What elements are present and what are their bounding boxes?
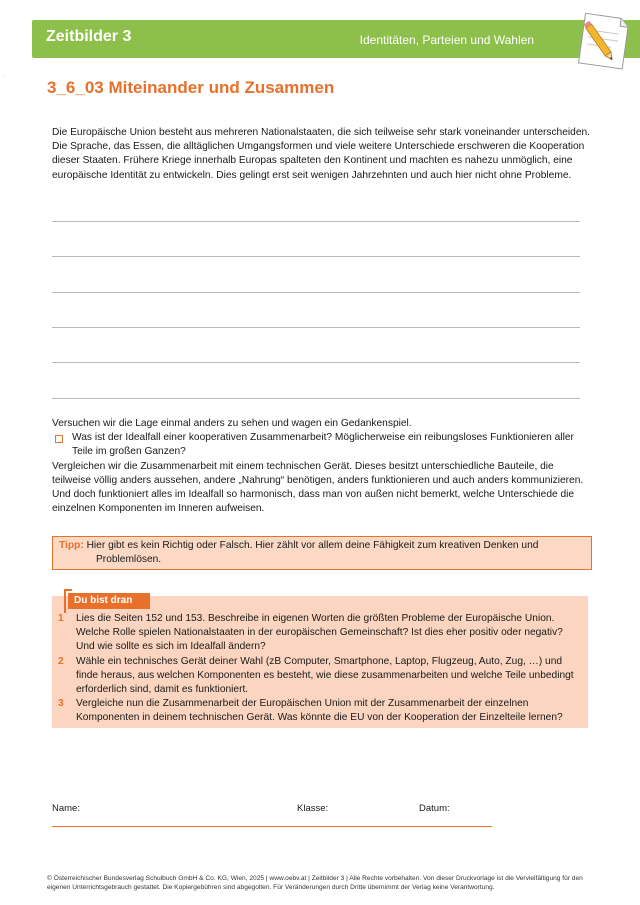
page-header bbox=[0, 0, 640, 80]
writing-line[interactable] bbox=[52, 362, 580, 363]
writing-line[interactable] bbox=[52, 221, 580, 222]
tip-text-line1: Hier gibt es kein Richtig oder Falsch. Hier zählt vor allem deine Fähigkeit zum kreativen Denken und bbox=[86, 540, 539, 551]
worksheet-title: 3_6_03 Miteinander und Zusammen bbox=[47, 78, 335, 97]
tip-box bbox=[52, 536, 592, 570]
worksheet-pencil-icon bbox=[572, 10, 634, 70]
thought-intro: Versuchen wir die Lage einmal anders zu sehen und wagen ein Gedankenspiel. bbox=[52, 418, 412, 429]
thought-experiment bbox=[52, 417, 592, 516]
comparison-paragraph: Vergleichen wir die Zusammenarbeit mit einem technischen Gerät. Dieses besitzt unterschiedliche Bauteile, die teilweise völlig anders aussehen, andere „Nahrung“ benötigen, anders funktionieren und auch anders kommunizieren. Und doch funktioniert alles im Idealfall so harmonisch, dass man von außen nicht bemerkt, welche Unterschiede die einzelnen Komponenten im Inneren aufweisen. bbox=[52, 460, 584, 515]
intro-paragraph: Die Europäische Union besteht aus mehreren Nationalstaaten, die sich teilweise sehr stark voneinander unterscheiden. Die Sprache, das Essen, die alltäglichen Umgangsformen und viele weitere Unterschiede erschweren die Kooperation dieser Staaten. Frühere Kriege innerhalb Europas spalteten den Kontinent und machten es nahezu unmöglich, eine europäische Identität zu entwickeln. Dies gelingt erst seit wenigen Jahrzehnten und auch hier nicht ohne Probleme. bbox=[52, 127, 590, 181]
writing-line[interactable] bbox=[52, 256, 580, 257]
checkbox-icon bbox=[55, 435, 63, 443]
date-label: Datum: bbox=[419, 803, 450, 814]
task-list bbox=[56, 612, 582, 726]
task-item bbox=[56, 612, 582, 655]
name-label: Name: bbox=[52, 803, 80, 814]
task-text: Vergleiche nun die Zusammenarbeit der Europäischen Union mit der Zusammenarbeit der einzelnen Komponenten in deinem technischen Gerät. Was könnte die EU von der Kooperation der Einzelteile lernen? bbox=[76, 698, 563, 724]
brand-title: Zeitbilder 3 bbox=[46, 28, 132, 45]
writing-line[interactable] bbox=[52, 398, 580, 399]
task-heading: Du bist dran bbox=[68, 593, 150, 609]
margin-mark: · bbox=[3, 73, 5, 79]
chapter-topic: Identitäten, Parteien und Wahlen bbox=[359, 33, 534, 47]
task-number: 2 bbox=[58, 655, 64, 667]
student-info-line[interactable] bbox=[52, 826, 492, 827]
tip-text-line2: Problemlösen. bbox=[96, 554, 162, 565]
task-number: 3 bbox=[58, 698, 64, 710]
question-item bbox=[52, 431, 592, 459]
task-item bbox=[56, 697, 582, 725]
class-label: Klasse: bbox=[297, 803, 329, 814]
tip-label: Tipp: bbox=[59, 540, 84, 551]
task-text: Lies die Seiten 152 und 153. Beschreibe in eigenen Worten die größten Probleme der Europäische Union. Welche Rolle spielen Nationalstaaten in der europäischen Gemeinschaft? Ist dies eher positiv oder negativ? Und wie sollte es sich im Idealfall ändern? bbox=[76, 613, 563, 653]
question-text: Was ist der Idealfall einer kooperativen Zusammenarbeit? Möglicherweise ein reibungsloses Funktionieren aller Teile im großen Ganzen? bbox=[72, 432, 574, 458]
task-number: 1 bbox=[58, 613, 64, 624]
copyright-notice: © Österreichischer Bundesverlag Schulbuch GmbH & Co. KG, Wien, 2025 | www.oebv.at | Zeitbilder 3 | Alle Rechte vorbehalten. Von dieser Druckvorlage ist die Vervielfältigung für den eigenen Unterrichtsgebrauch gestattet. Die Kopiergebühren sind abgegolten. Für Veränderungen durch Dritte übernimmt der Verlag keine Verantwortung. bbox=[47, 875, 583, 891]
writing-line[interactable] bbox=[52, 292, 580, 293]
task-item bbox=[56, 655, 582, 698]
writing-line[interactable] bbox=[52, 327, 580, 328]
task-text: Wähle ein technisches Gerät deiner Wahl (zB Computer, Smartphone, Laptop, Flugzeug, Auto, Zug, …) und finde heraus, aus welchen Komponenten es besteht, wie diese zusammenarbeiten und welche Teile unbedingt erforderlich sind, damit es funktioniert. bbox=[76, 655, 574, 696]
